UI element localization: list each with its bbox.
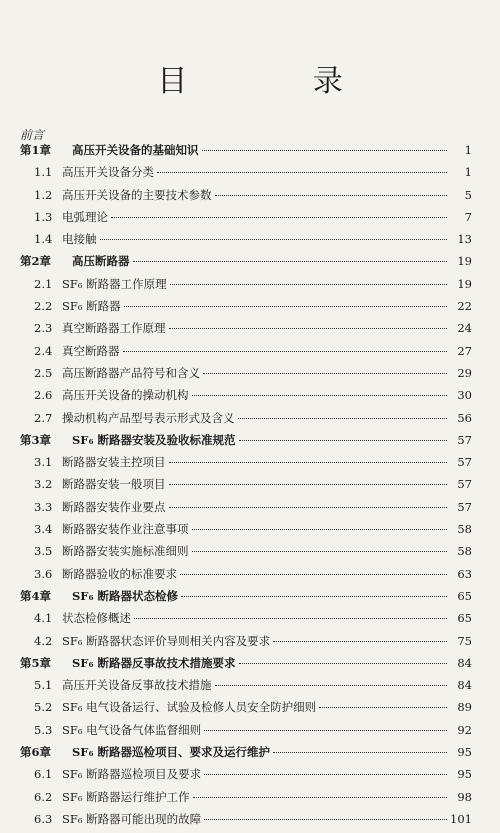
toc-section-entry <box>20 677 472 699</box>
dot-leader <box>192 395 448 396</box>
toc-section-entry <box>20 543 472 565</box>
entry-page-number: 58 <box>457 544 472 559</box>
toc-section-entry <box>20 209 472 231</box>
entry-title: SF₆ 断路器巡检项目、要求及运行维护 <box>72 745 271 760</box>
entry-page-number: 84 <box>457 655 472 670</box>
preface-heading: 前言 <box>20 128 45 142</box>
entry-number: 6.1 <box>34 767 53 782</box>
entry-page-number: 92 <box>457 722 472 737</box>
entry-number: 1.4 <box>34 232 53 247</box>
entry-number: 6.3 <box>34 811 53 826</box>
entry-number: 5.2 <box>34 700 53 715</box>
toc-section-entry <box>20 387 472 409</box>
entry-title: SF₆ 断路器可能出现的故障 <box>62 811 202 826</box>
toc-chapter-entry <box>20 432 472 454</box>
entry-number: 第6章 <box>20 745 52 760</box>
dot-leader <box>124 306 447 307</box>
dot-leader <box>169 484 448 485</box>
dot-leader <box>202 150 448 151</box>
entry-title: SF₆ 电气设备气体监督细则 <box>62 722 202 737</box>
dot-leader <box>134 618 447 619</box>
entry-number: 1.2 <box>34 187 53 202</box>
entry-number: 1.3 <box>34 209 53 224</box>
toc-section-entry <box>20 410 472 432</box>
entry-number: 2.3 <box>34 321 53 336</box>
entry-page-number: 89 <box>457 700 472 715</box>
entry-number: 第4章 <box>20 588 52 603</box>
toc-section-entry <box>20 365 472 387</box>
entry-title: 高压开关设备的操动机构 <box>62 388 189 403</box>
toc-section-entry <box>20 521 472 543</box>
entry-title: 断路器安装作业要点 <box>62 499 166 514</box>
entry-title: 操动机构产品型号表示形式及含义 <box>62 410 235 425</box>
dot-leader <box>181 596 447 597</box>
entry-number: 第5章 <box>20 655 52 670</box>
toc-section-entry <box>20 343 472 365</box>
entry-number: 3.6 <box>34 566 53 581</box>
page-title: 目 录 <box>157 64 401 99</box>
table-of-contents <box>20 142 472 833</box>
entry-page-number: 57 <box>457 499 472 514</box>
dot-leader <box>192 529 448 530</box>
entry-page-number: 57 <box>457 477 472 492</box>
toc-section-entry <box>20 766 472 788</box>
entry-title: SF₆ 断路器状态评价导则相关内容及要求 <box>62 633 271 648</box>
entry-title: 高压开关设备的基础知识 <box>72 143 199 157</box>
entry-page-number: 30 <box>457 388 472 403</box>
toc-section-entry <box>20 722 472 744</box>
entry-number: 5.3 <box>34 722 53 737</box>
entry-page-number: 27 <box>457 343 472 358</box>
dot-leader <box>157 172 447 173</box>
entry-number: 2.6 <box>34 388 53 403</box>
toc-chapter-entry <box>20 588 472 610</box>
entry-title: SF₆ 断路器运行维护工作 <box>62 789 190 804</box>
dot-leader <box>215 195 448 196</box>
entry-number: 6.2 <box>34 789 53 804</box>
dot-leader <box>238 418 448 419</box>
entry-number: 2.4 <box>34 343 53 358</box>
dot-leader <box>192 551 448 552</box>
entry-title: 断路器安装作业注意事项 <box>62 522 189 537</box>
entry-number: 2.5 <box>34 365 53 380</box>
entry-page-number: 19 <box>457 276 472 291</box>
entry-page-number: 1 <box>464 143 472 157</box>
entry-page-number: 1 <box>464 165 472 180</box>
toc-chapter-entry <box>20 253 472 275</box>
dot-leader <box>169 328 448 329</box>
dot-leader <box>204 819 447 820</box>
entry-page-number: 7 <box>464 209 472 224</box>
dot-leader <box>123 351 448 352</box>
toc-section-entry <box>20 231 472 253</box>
entry-page-number: 57 <box>457 455 472 470</box>
entry-page-number: 19 <box>457 254 472 269</box>
entry-title: SF₆ 断路器巡检项目及要求 <box>62 767 202 782</box>
toc-section-entry <box>20 320 472 342</box>
entry-page-number: 13 <box>457 232 472 247</box>
dot-leader <box>239 440 447 441</box>
entry-number: 第3章 <box>20 432 52 447</box>
dot-leader <box>215 685 448 686</box>
entry-page-number: 63 <box>457 566 472 581</box>
dot-leader <box>169 507 448 508</box>
toc-chapter-entry <box>20 744 472 766</box>
entry-number: 3.2 <box>34 477 53 492</box>
dot-leader <box>319 707 447 708</box>
entry-title: 电接触 <box>62 232 97 247</box>
entry-title: SF₆ 断路器安装及验收标准规范 <box>72 432 236 447</box>
toc-section-entry <box>20 610 472 632</box>
dot-leader <box>204 774 447 775</box>
entry-page-number: 22 <box>457 299 472 314</box>
entry-title: 高压开关设备的主要技术参数 <box>62 187 212 202</box>
entry-number: 第2章 <box>20 254 52 269</box>
entry-page-number: 95 <box>457 745 472 760</box>
entry-title: 高压开关设备反事故技术措施 <box>62 678 212 693</box>
entry-title: 断路器安装主控项目 <box>62 455 166 470</box>
entry-number: 4.2 <box>34 633 53 648</box>
dot-leader <box>100 239 448 240</box>
entry-title: SF₆ 断路器反事故技术措施要求 <box>72 655 236 670</box>
entry-title: 电弧理论 <box>62 209 108 224</box>
toc-section-entry <box>20 454 472 476</box>
entry-number: 第1章 <box>20 143 52 157</box>
toc-section-entry <box>20 811 472 833</box>
entry-number: 3.4 <box>34 522 53 537</box>
entry-page-number: 84 <box>457 678 472 693</box>
dot-leader <box>169 462 448 463</box>
toc-section-entry <box>20 187 472 209</box>
entry-title: 状态检修概述 <box>62 611 131 626</box>
dot-leader <box>273 641 447 642</box>
entry-title: SF₆ 断路器 <box>62 299 121 314</box>
entry-title: 断路器验收的标准要求 <box>62 566 177 581</box>
entry-title: SF₆ 断路器状态检修 <box>72 588 179 603</box>
toc-section-entry <box>20 476 472 498</box>
entry-page-number: 5 <box>464 187 472 202</box>
toc-section-entry <box>20 499 472 521</box>
toc-section-entry <box>20 566 472 588</box>
entry-page-number: 65 <box>457 588 472 603</box>
toc-section-entry <box>20 298 472 320</box>
entry-title: 高压开关设备分类 <box>62 165 154 180</box>
entry-page-number: 29 <box>457 365 472 380</box>
dot-leader <box>193 797 447 798</box>
entry-number: 3.1 <box>34 455 53 470</box>
dot-leader <box>273 752 447 753</box>
dot-leader <box>133 261 448 262</box>
entry-number: 2.1 <box>34 276 53 291</box>
entry-page-number: 58 <box>457 522 472 537</box>
entry-number: 4.1 <box>34 611 53 626</box>
entry-page-number: 65 <box>457 611 472 626</box>
toc-section-entry <box>20 276 472 298</box>
entry-title: 真空断路器 <box>62 343 120 358</box>
entry-page-number: 75 <box>457 633 472 648</box>
entry-number: 2.7 <box>34 410 53 425</box>
entry-title: 高压断路器产品符号和含义 <box>62 365 200 380</box>
toc-section-entry <box>20 164 472 186</box>
dot-leader <box>170 284 447 285</box>
entry-number: 2.2 <box>34 299 53 314</box>
entry-page-number: 98 <box>457 789 472 804</box>
toc-chapter-entry <box>20 655 472 677</box>
entry-number: 3.5 <box>34 544 53 559</box>
dot-leader <box>239 663 447 664</box>
entry-title: SF₆ 电气设备运行、试验及检修人员安全防护细则 <box>62 700 317 715</box>
entry-number: 1.1 <box>34 165 53 180</box>
entry-page-number: 95 <box>457 767 472 782</box>
entry-page-number: 57 <box>457 432 472 447</box>
entry-number: 3.3 <box>34 499 53 514</box>
entry-title: 断路器安装实施标准细则 <box>62 544 189 559</box>
toc-section-entry <box>20 633 472 655</box>
toc-section-entry <box>20 699 472 721</box>
entry-page-number: 56 <box>457 410 472 425</box>
entry-title: 真空断路器工作原理 <box>62 321 166 336</box>
dot-leader <box>180 574 447 575</box>
entry-title: 断路器安装一般项目 <box>62 477 166 492</box>
dot-leader <box>204 730 447 731</box>
entry-number: 5.1 <box>34 678 53 693</box>
dot-leader <box>111 217 447 218</box>
toc-section-entry <box>20 789 472 811</box>
toc-chapter-entry <box>20 142 472 164</box>
entry-page-number: 101 <box>450 811 472 826</box>
entry-title: 高压断路器 <box>72 254 130 269</box>
entry-page-number: 24 <box>457 321 472 336</box>
dot-leader <box>203 373 447 374</box>
entry-title: SF₆ 断路器工作原理 <box>62 276 167 291</box>
